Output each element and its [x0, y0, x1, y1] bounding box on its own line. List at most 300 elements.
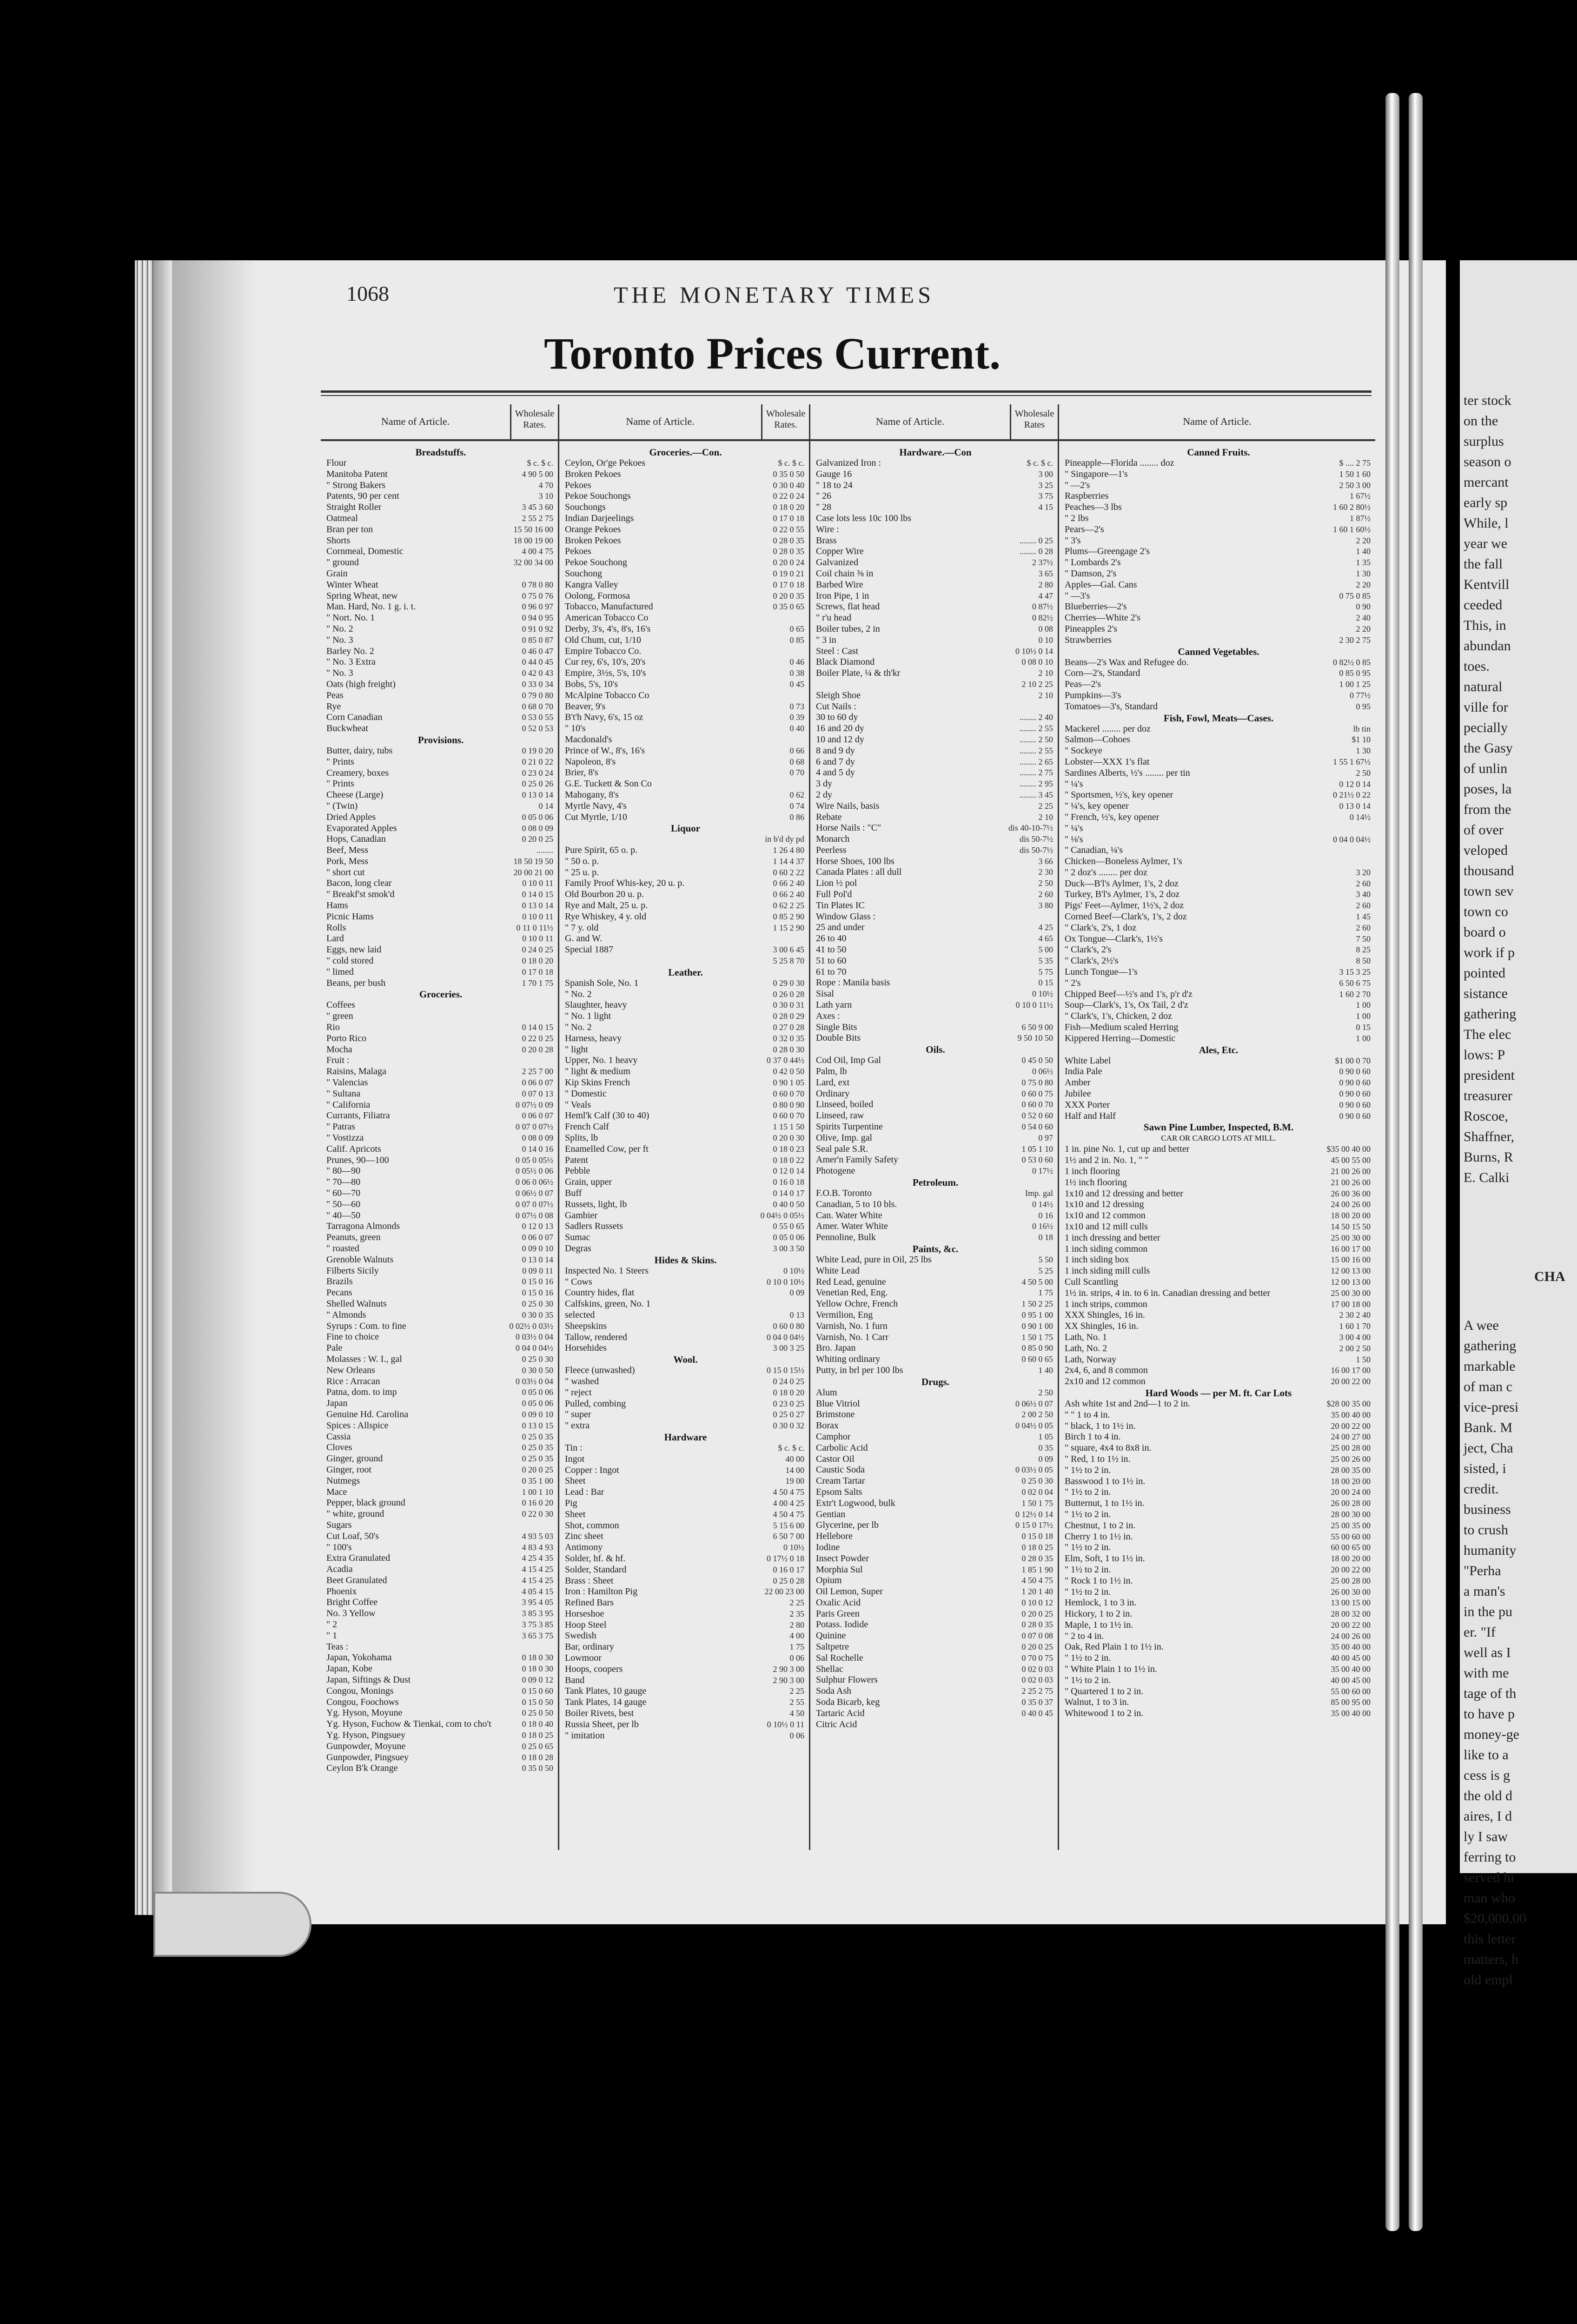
wholesale-rate: 0 02 0 03: [1021, 1675, 1053, 1685]
adjacent-page-line: "Perha: [1464, 1563, 1501, 1578]
wholesale-rate: ........ 2 65: [1020, 757, 1053, 766]
price-row: [326, 580, 555, 591]
price-row: [1065, 1022, 1372, 1033]
price-row: [1065, 1100, 1372, 1111]
price-row: [1065, 1000, 1372, 1011]
price-row: [565, 1277, 806, 1288]
title-rule-thin: [321, 395, 1372, 396]
wholesale-rate: 1 60 2 70: [1339, 989, 1371, 999]
article-name: 61 to 70: [816, 966, 847, 977]
price-row: [565, 1044, 806, 1056]
wholesale-rate: 0 15 0 17½: [1015, 1520, 1053, 1530]
article-name: Barbed Wire: [816, 579, 863, 590]
price-row: [1065, 734, 1372, 746]
wholesale-rate: 0 05½ 0 06: [516, 1166, 553, 1176]
wholesale-rate: 0 29 0 30: [773, 978, 804, 988]
price-row: [1065, 812, 1372, 823]
price-row: [1065, 1509, 1372, 1520]
article-name: Soup—Clark's, 1's, Ox Tail, 2 d'z: [1065, 1000, 1188, 1010]
wholesale-rate: 12 00 13 00: [1331, 1277, 1371, 1287]
article-name: Pecans: [326, 1287, 352, 1298]
wholesale-rate: 0 30 0 35: [522, 1310, 553, 1320]
article-name: Souchongs: [565, 502, 606, 513]
wholesale-rate: 4 47: [1038, 591, 1053, 601]
section-heading: Ales, Etc.: [1199, 1044, 1239, 1056]
price-row: [1065, 1254, 1372, 1266]
wholesale-rate: 0 35 0 65: [773, 602, 804, 612]
price-row: [1065, 1221, 1372, 1233]
adjacent-page-line: er. "If: [1464, 1624, 1496, 1640]
article-name: Empire Tobacco Co.: [565, 646, 642, 656]
wholesale-rate: 0 11 0 11½: [516, 923, 553, 932]
wholesale-rate: 3 40: [1356, 890, 1371, 899]
price-row: [565, 889, 806, 900]
article-name: Pure Spirit, 65 o. p.: [565, 845, 638, 856]
price-row: [816, 1653, 1055, 1664]
price-row: [326, 746, 555, 757]
article-name: " 18 to 24: [816, 480, 853, 490]
price-row: [326, 1719, 555, 1730]
wholesale-rate: 1 50 1 75: [1021, 1332, 1053, 1342]
price-row: [1065, 989, 1372, 1000]
wholesale-rate: 0 10½: [783, 1543, 804, 1552]
wholesale-rate: 4 05 4 15: [522, 1586, 553, 1596]
wholesale-rate: 0 25 0 65: [522, 1741, 553, 1751]
article-name: Horsehides: [565, 1343, 607, 1353]
article-name: Citric Acid: [816, 1719, 857, 1730]
article-name: " ⅛'s: [1065, 834, 1083, 845]
price-row: [326, 1188, 555, 1199]
wholesale-rate: ........ 2 50: [1020, 734, 1053, 744]
article-name: " 1: [326, 1630, 338, 1641]
price-row: [326, 878, 555, 889]
article-name: Lowmoor: [565, 1653, 602, 1664]
wholesale-rate: 0 15 0 15½: [767, 1366, 804, 1375]
price-row: [565, 1465, 806, 1476]
adjacent-page-line: sistance: [1464, 986, 1508, 1001]
wholesale-rate: 4 93 5 03: [522, 1531, 553, 1541]
article-name: " 70—80: [326, 1177, 361, 1188]
article-name: " 1½ to 2 in.: [1065, 1509, 1111, 1519]
article-name: Indian Darjeelings: [565, 513, 634, 523]
scanner-rod-right: [1409, 93, 1423, 2231]
adjacent-page-line: This, in: [1464, 618, 1506, 633]
adjacent-page-line: lows: P: [1464, 1047, 1505, 1063]
wholesale-rate: 8 25: [1356, 945, 1371, 955]
section-subheading: CAR OR CARGO LOTS AT MILL.: [1161, 1134, 1276, 1143]
price-row: [326, 834, 555, 845]
article-name: White Lead, pure in Oil, 25 lbs: [816, 1254, 932, 1265]
price-row: [816, 1531, 1055, 1542]
article-name: " 40—50: [326, 1210, 361, 1221]
article-name: F.O.B. Toronto: [816, 1188, 872, 1198]
price-row: [565, 679, 806, 690]
article-name: Fruit :: [326, 1055, 350, 1066]
price-row: [1065, 1598, 1372, 1609]
article-name: Blueberries—2's: [1065, 601, 1127, 612]
wholesale-rate: 2 55 2 75: [522, 513, 553, 523]
article-name: Yg. Hyson, Pingsuey: [326, 1730, 406, 1741]
article-name: " Quartered 1 to 2 in.: [1065, 1686, 1144, 1697]
wholesale-rate: 0 53 0 60: [1021, 1155, 1053, 1165]
wholesale-rate: ........ 0 28: [1020, 547, 1053, 556]
wholesale-rate: 6 50 7 00: [773, 1532, 804, 1541]
article-name: Venetian Red, Eng.: [816, 1287, 888, 1298]
wholesale-rate: 26 00 36 00: [1331, 1188, 1371, 1198]
adjacent-page-line: the Gasy: [1464, 740, 1513, 756]
price-row: [565, 989, 806, 1000]
adjacent-page-line: abundan: [1464, 638, 1511, 654]
price-row: [326, 1420, 555, 1432]
price-row: [816, 1277, 1055, 1288]
wholesale-rate: 0 20 0 24: [773, 558, 804, 568]
adjacent-page-line: credit.: [1464, 1481, 1499, 1497]
article-name: 1 inch dressing and better: [1065, 1232, 1160, 1243]
wholesale-rate: 1 00: [1356, 1011, 1371, 1021]
wholesale-rate: dis 50-7½: [1020, 845, 1053, 855]
article-name: " Clark's, 2's, 1 doz: [1065, 922, 1137, 933]
price-row: [816, 657, 1055, 668]
price-row: [816, 601, 1055, 613]
article-name: Pebble: [565, 1166, 590, 1176]
price-row: [1065, 1553, 1372, 1565]
article-name: Horse Shoes, 100 lbs: [816, 856, 895, 866]
article-name: Sheet: [565, 1509, 586, 1519]
price-row: [816, 956, 1055, 967]
wholesale-rate: 0 46 0 47: [522, 646, 553, 656]
article-name: Japan, Kobe: [326, 1664, 372, 1674]
article-name: Kip Skins French: [565, 1077, 630, 1088]
article-name: Congou, Foochows: [326, 1697, 399, 1707]
article-name: Cull Scantling: [1065, 1276, 1118, 1287]
wholesale-rate: 0 06 0 07: [522, 1233, 553, 1242]
article-name: " " 1 to 4 in.: [1065, 1409, 1110, 1420]
wholesale-rate: 0 10: [1038, 635, 1053, 645]
price-row: [565, 767, 806, 779]
wholesale-rate: 0 17½ 0 18: [767, 1553, 804, 1563]
wholesale-rate: 5 50: [1038, 1254, 1053, 1264]
price-row: [1065, 801, 1372, 812]
section-heading: Drugs.: [921, 1376, 950, 1387]
wholesale-rate: 0 97: [1038, 1133, 1053, 1142]
price-row: [816, 977, 1055, 989]
wholesale-rate: 4 83 4 93: [522, 1542, 553, 1552]
price-row: [565, 1730, 806, 1742]
article-name: " Breakf'st smok'd: [326, 889, 395, 900]
article-name: Olive, Imp. gal: [816, 1132, 873, 1143]
price-row: [326, 1000, 555, 1011]
article-name: 16 and 20 dy: [816, 723, 864, 734]
price-row: [565, 1443, 806, 1454]
price-row: [816, 1542, 1055, 1553]
wholesale-rate: 0 08 0 09: [522, 1133, 553, 1143]
price-row: [1065, 856, 1372, 867]
article-name: Brass : Sheet: [565, 1575, 614, 1586]
wholesale-rate: 20 00 22 00: [1331, 1377, 1371, 1386]
article-name: Axes :: [816, 1010, 840, 1021]
price-row: [816, 812, 1055, 823]
wholesale-rate: 0 05 0 06: [522, 1387, 553, 1397]
price-row: [1065, 1155, 1372, 1166]
article-name: Chipped Beef—½'s and 1's, p'r d'z: [1065, 989, 1193, 999]
article-name: Beans—2's Wax and Refugee do.: [1065, 657, 1189, 667]
article-name: Palm, lb: [816, 1066, 847, 1077]
price-row: [326, 790, 555, 801]
article-name: Pineapple—Florida ........ doz: [1065, 458, 1174, 468]
article-name: Extra Granulated: [326, 1553, 391, 1564]
article-name: Cornmeal, Domestic: [326, 546, 404, 557]
wholesale-rate: 0 04½ 0 05½: [760, 1210, 804, 1220]
price-row: [816, 1487, 1055, 1498]
price-row: [1065, 1675, 1372, 1686]
wholesale-rate: 1 40: [1356, 547, 1371, 556]
wholesale-rate: 0 52 0 53: [522, 724, 553, 733]
price-row: [565, 1287, 806, 1299]
article-name: Sisal: [816, 989, 834, 999]
price-row: [1065, 1697, 1372, 1708]
wholesale-rate: 20 00 21 00: [513, 867, 553, 877]
price-row: [1065, 768, 1372, 779]
wholesale-rate: 1 00: [1356, 1033, 1371, 1043]
article-name: Cut Myrtle, 1/10: [565, 812, 627, 822]
article-name: McAlpine Tobacco Co: [565, 690, 649, 700]
price-row: [1065, 944, 1372, 956]
price-row: [1065, 1089, 1372, 1100]
wholesale-rate: 4 90 5 00: [522, 469, 553, 479]
wholesale-rate: 0 10½ 0 11: [767, 1719, 804, 1729]
price-row: [326, 535, 555, 547]
wholesale-rate: 0 66 2 40: [773, 890, 804, 899]
article-name: Linseed, boiled: [816, 1099, 874, 1110]
price-row: [1065, 956, 1372, 967]
article-name: Lard, ext: [816, 1077, 850, 1088]
article-name: " White Plain 1 to 1½ in.: [1065, 1664, 1157, 1675]
price-row: [816, 1642, 1055, 1653]
price-row: [1065, 1177, 1372, 1188]
article-name: Winter Wheat: [326, 579, 378, 590]
article-name: Saltpetre: [816, 1642, 849, 1652]
price-row: [565, 1332, 806, 1343]
section-heading: Hides & Skins.: [654, 1254, 717, 1266]
article-name: Soda Ash: [816, 1686, 852, 1697]
price-row: [326, 1266, 555, 1277]
article-name: Lion ½ pol: [816, 878, 857, 889]
article-name: " 3's: [1065, 535, 1081, 546]
article-name: Spirits Turpentine: [816, 1122, 883, 1132]
wholesale-rate: 13 00 15 00: [1331, 1598, 1371, 1608]
price-row: [326, 1022, 555, 1033]
price-row: [565, 635, 806, 646]
adjacent-page-line: early sp: [1464, 495, 1508, 510]
article-name: Splits, lb: [565, 1133, 598, 1143]
adjacent-page-line: surplus: [1464, 434, 1504, 449]
article-name: 26 to 40: [816, 933, 847, 944]
price-row: [816, 1033, 1055, 1044]
wholesale-rate: 3 75 3 85: [522, 1620, 553, 1630]
wholesale-rate: 0 25 0 35: [522, 1454, 553, 1464]
article-name: Salmon—Cohoes: [1065, 734, 1131, 745]
article-name: Oil Lemon, Super: [816, 1586, 883, 1597]
price-row: [1065, 1565, 1372, 1576]
price-row: [565, 524, 806, 535]
price-row: [565, 933, 806, 944]
price-row: [816, 1609, 1055, 1620]
wholesale-rate: 0 91 0 92: [522, 624, 553, 634]
article-name: Filberts Sicily: [326, 1265, 379, 1276]
article-name: " imitation: [565, 1730, 605, 1741]
article-name: Russia Sheet, per lb: [565, 1719, 639, 1730]
article-name: Rebate: [816, 812, 842, 822]
column-header-name: Name of Article.: [381, 416, 450, 427]
price-row: [326, 933, 555, 944]
wholesale-rate: 3 65: [1038, 568, 1053, 578]
article-name: Genuine Hd. Carolina: [326, 1409, 409, 1419]
price-row: [326, 613, 555, 624]
article-name: Tomatoes—3's, Standard: [1065, 701, 1158, 712]
wholesale-rate: 0 05 0 06: [773, 1233, 804, 1242]
wholesale-rate: 0 09 0 12: [522, 1675, 553, 1685]
wholesale-rate: $28 00 35 00: [1326, 1399, 1371, 1408]
price-row: [565, 1399, 806, 1410]
wholesale-rate: 0 15: [1038, 978, 1053, 988]
article-name: " Sockeye: [1065, 746, 1102, 756]
article-name: " Clark's, 2's: [1065, 944, 1112, 955]
wholesale-rate: 0 10 0 11½: [1015, 1000, 1053, 1010]
wholesale-rate: 0 23 0 24: [522, 768, 553, 778]
price-row: [1065, 502, 1372, 513]
wholesale-rate: 1 75: [1038, 1288, 1053, 1298]
adjacent-page-line: The elec: [1464, 1027, 1511, 1042]
wholesale-rate: 6 50 6 75: [1339, 978, 1371, 988]
price-row: [326, 635, 555, 646]
price-row: [1065, 1077, 1372, 1089]
wholesale-rate: 0 25 0 30: [522, 1299, 553, 1308]
wholesale-rate: 2 35: [789, 1609, 804, 1618]
wholesale-rate: 0 90 0 60: [1339, 1100, 1371, 1109]
section-heading: Hardware: [664, 1431, 707, 1443]
price-row: [816, 1443, 1055, 1454]
price-row: [816, 845, 1055, 856]
article-name: Paris Green: [816, 1608, 860, 1619]
price-row: [565, 1576, 806, 1587]
article-name: Strawberries: [1065, 634, 1112, 645]
adjacent-page-line: $20,000,00: [1464, 1911, 1526, 1926]
wholesale-rate: 25 00 30 00: [1331, 1288, 1371, 1298]
price-row: [1065, 878, 1372, 890]
column-body: [559, 441, 809, 1741]
article-name: 1 inch siding mill culls: [1065, 1266, 1150, 1276]
price-row: [816, 1122, 1055, 1133]
article-name: " ¼'s: [1065, 823, 1083, 833]
article-name: Tank Plates, 10 gauge: [565, 1686, 647, 1697]
price-row: [1065, 1487, 1372, 1498]
article-name: Pineapples 2's: [1065, 623, 1118, 634]
wholesale-rate: 1 50 1 60: [1339, 469, 1371, 479]
price-row: [326, 657, 555, 668]
wholesale-rate: 2 00 2 50: [1021, 1410, 1053, 1419]
article-name: Lead : Bar: [565, 1487, 604, 1498]
article-name: Duck—B'l's Aylmer, 1's, 2 doz: [1065, 878, 1179, 889]
wholesale-rate: 3 45 3 60: [522, 502, 553, 512]
wholesale-rate: 2 55: [789, 1697, 804, 1707]
wholesale-rate: 0 06 0 07: [522, 1111, 553, 1121]
article-name: " 50—60: [326, 1199, 361, 1209]
article-name: Japan: [326, 1398, 348, 1409]
wholesale-rate: 0 06½ 0 07: [1015, 1399, 1053, 1408]
wholesale-rate: 2 25 7 00: [522, 1067, 553, 1076]
price-row: [326, 1432, 555, 1443]
wholesale-rate: 0 25 0 30: [522, 1354, 553, 1364]
adjacent-page-line: Bank. M: [1464, 1420, 1512, 1435]
article-name: Oak, Red Plain 1 to 1½ in.: [1065, 1642, 1164, 1652]
article-name: Country hides, flat: [565, 1287, 635, 1298]
wholesale-rate: 28 00 32 00: [1331, 1609, 1371, 1619]
wholesale-rate: 0 10½: [1032, 989, 1053, 999]
wholesale-rate: 2 60: [1356, 901, 1371, 911]
price-row: [565, 458, 806, 469]
price-row: [1065, 1498, 1372, 1509]
article-name: 1 inch siding box: [1065, 1254, 1129, 1265]
price-row: [326, 1155, 555, 1166]
column-header: [810, 404, 1058, 441]
wholesale-rate: 0 10 0 11: [522, 878, 553, 888]
article-name: Old Chum, cut, 1/10: [565, 634, 641, 645]
page-stack-edge: [135, 260, 153, 1915]
article-name: Varnish, No. 1 furn: [816, 1320, 888, 1331]
price-row: [326, 568, 555, 580]
adjacent-page-line: to have p: [1464, 1706, 1515, 1722]
wholesale-rate: 20 00 22 00: [1331, 1421, 1371, 1431]
price-row: [565, 1033, 806, 1044]
price-row: [816, 458, 1055, 469]
wholesale-rate: 2 40: [1356, 613, 1371, 623]
price-row: [1065, 591, 1372, 602]
article-name: Camphor: [816, 1431, 851, 1442]
article-name: Molasses : W. I., gal: [326, 1353, 402, 1364]
article-name: " Sultana: [326, 1088, 361, 1099]
article-name: selected: [565, 1309, 595, 1320]
wholesale-rate: 2 60: [1356, 878, 1371, 888]
article-name: 1 in. pine No. 1, cut up and better: [1065, 1144, 1190, 1155]
wholesale-rate: 0 10 0 11: [522, 934, 553, 944]
wholesale-rate: 45 00 55 00: [1331, 1155, 1371, 1165]
price-row: [326, 1741, 555, 1752]
article-name: Rio: [326, 1022, 340, 1033]
wholesale-rate: 40 00 45 00: [1331, 1653, 1371, 1663]
price-row: [565, 624, 806, 635]
wholesale-rate: 4 25 4 35: [522, 1553, 553, 1563]
price-column-3: [810, 404, 1058, 1882]
adjacent-page-line: matters, h: [1464, 1952, 1519, 1967]
wholesale-rate: 25 00 26 00: [1331, 1454, 1371, 1464]
wholesale-rate: 26 00 28 00: [1331, 1499, 1371, 1508]
article-name: Grenoble Walnuts: [326, 1254, 394, 1265]
price-row: [565, 480, 806, 491]
article-name: Epsom Salts: [816, 1486, 862, 1497]
price-row: [565, 657, 806, 668]
article-name: Pekoe Souchong: [565, 557, 627, 568]
article-name: " washed: [565, 1376, 599, 1386]
price-row: [1065, 458, 1372, 469]
article-name: Horseshoe: [565, 1608, 604, 1619]
price-row: [816, 856, 1055, 867]
article-name: Congou, Monings: [326, 1685, 394, 1696]
price-row: [1065, 1210, 1372, 1221]
price-row: [565, 867, 806, 878]
wholesale-rate: 40 00 45 00: [1331, 1675, 1371, 1685]
price-row: [1065, 1399, 1372, 1410]
wholesale-rate: 0 35 1 00: [522, 1476, 553, 1486]
